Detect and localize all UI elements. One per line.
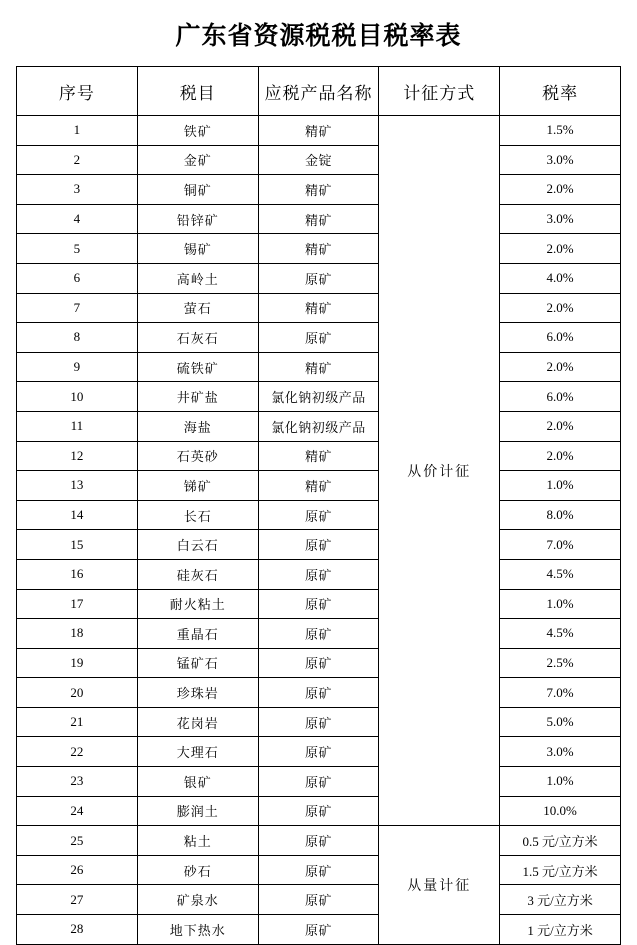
cell-item: 铁矿 — [137, 116, 258, 146]
cell-no: 13 — [17, 471, 138, 501]
table-body — [17, 116, 621, 945]
cell-rate: 10.0% — [500, 796, 621, 826]
cell-product: 原矿 — [258, 737, 379, 767]
cell-rate: 6.0% — [500, 323, 621, 353]
cell-rate: 4.5% — [500, 559, 621, 589]
cell-item: 硅灰石 — [137, 559, 258, 589]
cell-no: 8 — [17, 323, 138, 353]
cell-no: 25 — [17, 826, 138, 856]
cell-rate: 1 元/立方米 — [500, 915, 621, 945]
cell-product: 原矿 — [258, 796, 379, 826]
cell-item: 白云石 — [137, 530, 258, 560]
cell-rate: 3.0% — [500, 145, 621, 175]
cell-item: 锡矿 — [137, 234, 258, 264]
cell-no: 11 — [17, 411, 138, 441]
cell-no: 6 — [17, 263, 138, 293]
cell-rate: 1.5 元/立方米 — [500, 855, 621, 885]
cell-product: 原矿 — [258, 619, 379, 649]
table-row — [17, 263, 621, 293]
cell-no: 26 — [17, 855, 138, 885]
cell-product: 精矿 — [258, 234, 379, 264]
cell-no: 9 — [17, 352, 138, 382]
document-page — [0, 16, 637, 938]
cell-rate: 0.5 元/立方米 — [500, 826, 621, 856]
table-row — [17, 885, 621, 915]
cell-rate: 4.0% — [500, 263, 621, 293]
cell-product: 原矿 — [258, 767, 379, 797]
cell-product: 精矿 — [258, 293, 379, 323]
cell-item: 地下热水 — [137, 915, 258, 945]
cell-product: 精矿 — [258, 441, 379, 471]
cell-product: 原矿 — [258, 707, 379, 737]
cell-rate: 3.0% — [500, 737, 621, 767]
cell-rate: 2.0% — [500, 441, 621, 471]
table-row — [17, 678, 621, 708]
cell-no: 21 — [17, 707, 138, 737]
cell-no: 17 — [17, 589, 138, 619]
cell-rate: 7.0% — [500, 678, 621, 708]
cell-product: 精矿 — [258, 175, 379, 205]
table-row — [17, 116, 621, 146]
table-header — [17, 67, 621, 116]
cell-rate: 2.5% — [500, 648, 621, 678]
cell-item: 长石 — [137, 500, 258, 530]
cell-rate: 4.5% — [500, 619, 621, 649]
cell-product: 原矿 — [258, 500, 379, 530]
cell-product: 原矿 — [258, 559, 379, 589]
table-row — [17, 796, 621, 826]
cell-product: 原矿 — [258, 678, 379, 708]
cell-no: 23 — [17, 767, 138, 797]
cell-item: 矿泉水 — [137, 885, 258, 915]
cell-rate: 1.0% — [500, 589, 621, 619]
cell-no: 4 — [17, 204, 138, 234]
cell-rate: 2.0% — [500, 175, 621, 205]
table-row — [17, 915, 621, 945]
cell-no: 24 — [17, 796, 138, 826]
cell-rate: 1.5% — [500, 116, 621, 146]
table-row — [17, 234, 621, 264]
cell-product: 原矿 — [258, 530, 379, 560]
cell-product: 原矿 — [258, 323, 379, 353]
column-header-item: 税目 — [137, 67, 258, 116]
cell-no: 18 — [17, 619, 138, 649]
cell-rate: 2.0% — [500, 234, 621, 264]
table-row — [17, 471, 621, 501]
cell-no: 22 — [17, 737, 138, 767]
cell-no: 28 — [17, 915, 138, 945]
table-row — [17, 352, 621, 382]
column-header-no: 序号 — [17, 67, 138, 116]
cell-product: 精矿 — [258, 116, 379, 146]
cell-product: 精矿 — [258, 471, 379, 501]
cell-no: 12 — [17, 441, 138, 471]
page-title: 广东省资源税税目税率表 — [175, 23, 462, 50]
cell-item: 石英砂 — [137, 441, 258, 471]
table-row — [17, 826, 621, 856]
cell-item: 锑矿 — [137, 471, 258, 501]
table-header-row — [17, 67, 621, 116]
cell-rate: 2.0% — [500, 411, 621, 441]
cell-product: 原矿 — [258, 648, 379, 678]
cell-item: 锰矿石 — [137, 648, 258, 678]
table-row — [17, 707, 621, 737]
cell-item: 膨润土 — [137, 796, 258, 826]
cell-item: 重晶石 — [137, 619, 258, 649]
cell-item: 硫铁矿 — [137, 352, 258, 382]
cell-product: 原矿 — [258, 589, 379, 619]
cell-rate: 5.0% — [500, 707, 621, 737]
cell-item: 银矿 — [137, 767, 258, 797]
cell-rate: 2.0% — [500, 293, 621, 323]
cell-no: 2 — [17, 145, 138, 175]
cell-product: 精矿 — [258, 352, 379, 382]
cell-item: 大理石 — [137, 737, 258, 767]
table-row — [17, 619, 621, 649]
cell-method: 从价计征 — [379, 116, 500, 826]
table-row — [17, 293, 621, 323]
cell-no: 27 — [17, 885, 138, 915]
cell-no: 16 — [17, 559, 138, 589]
table-row — [17, 530, 621, 560]
cell-item: 石灰石 — [137, 323, 258, 353]
cell-item: 高岭土 — [137, 263, 258, 293]
cell-item: 井矿盐 — [137, 382, 258, 412]
cell-rate: 3.0% — [500, 204, 621, 234]
table-row — [17, 648, 621, 678]
cell-product: 原矿 — [258, 855, 379, 885]
cell-item: 铜矿 — [137, 175, 258, 205]
cell-item: 粘土 — [137, 826, 258, 856]
cell-no: 19 — [17, 648, 138, 678]
cell-product: 原矿 — [258, 885, 379, 915]
table-row — [17, 559, 621, 589]
table-row — [17, 767, 621, 797]
cell-item: 金矿 — [137, 145, 258, 175]
cell-item: 铅锌矿 — [137, 204, 258, 234]
cell-product: 金锭 — [258, 145, 379, 175]
column-header-rate: 税率 — [500, 67, 621, 116]
cell-item: 萤石 — [137, 293, 258, 323]
cell-no: 5 — [17, 234, 138, 264]
cell-no: 20 — [17, 678, 138, 708]
cell-product: 原矿 — [258, 915, 379, 945]
cell-item: 砂石 — [137, 855, 258, 885]
cell-rate: 2.0% — [500, 352, 621, 382]
table-row — [17, 500, 621, 530]
cell-no: 1 — [17, 116, 138, 146]
cell-no: 3 — [17, 175, 138, 205]
cell-rate: 1.0% — [500, 767, 621, 797]
cell-item: 珍珠岩 — [137, 678, 258, 708]
cell-rate: 8.0% — [500, 500, 621, 530]
cell-rate: 3 元/立方米 — [500, 885, 621, 915]
cell-no: 14 — [17, 500, 138, 530]
cell-product: 精矿 — [258, 204, 379, 234]
table-row — [17, 204, 621, 234]
cell-rate: 7.0% — [500, 530, 621, 560]
cell-rate: 1.0% — [500, 471, 621, 501]
cell-item: 花岗岩 — [137, 707, 258, 737]
table-row — [17, 411, 621, 441]
cell-method: 从量计征 — [379, 826, 500, 944]
column-header-method: 计征方式 — [379, 67, 500, 116]
cell-product: 氯化钠初级产品 — [258, 382, 379, 412]
tax-rate-table — [16, 66, 621, 945]
cell-item: 耐火粘土 — [137, 589, 258, 619]
table-row — [17, 589, 621, 619]
table-row — [17, 441, 621, 471]
table-row — [17, 323, 621, 353]
cell-product: 原矿 — [258, 263, 379, 293]
cell-product: 原矿 — [258, 826, 379, 856]
cell-no: 15 — [17, 530, 138, 560]
cell-item: 海盐 — [137, 411, 258, 441]
table-row — [17, 737, 621, 767]
table-row — [17, 855, 621, 885]
table-row — [17, 145, 621, 175]
column-header-product: 应税产品名称 — [258, 67, 379, 116]
cell-rate: 6.0% — [500, 382, 621, 412]
cell-no: 7 — [17, 293, 138, 323]
table-row — [17, 382, 621, 412]
cell-product: 氯化钠初级产品 — [258, 411, 379, 441]
cell-no: 10 — [17, 382, 138, 412]
table-row — [17, 175, 621, 205]
